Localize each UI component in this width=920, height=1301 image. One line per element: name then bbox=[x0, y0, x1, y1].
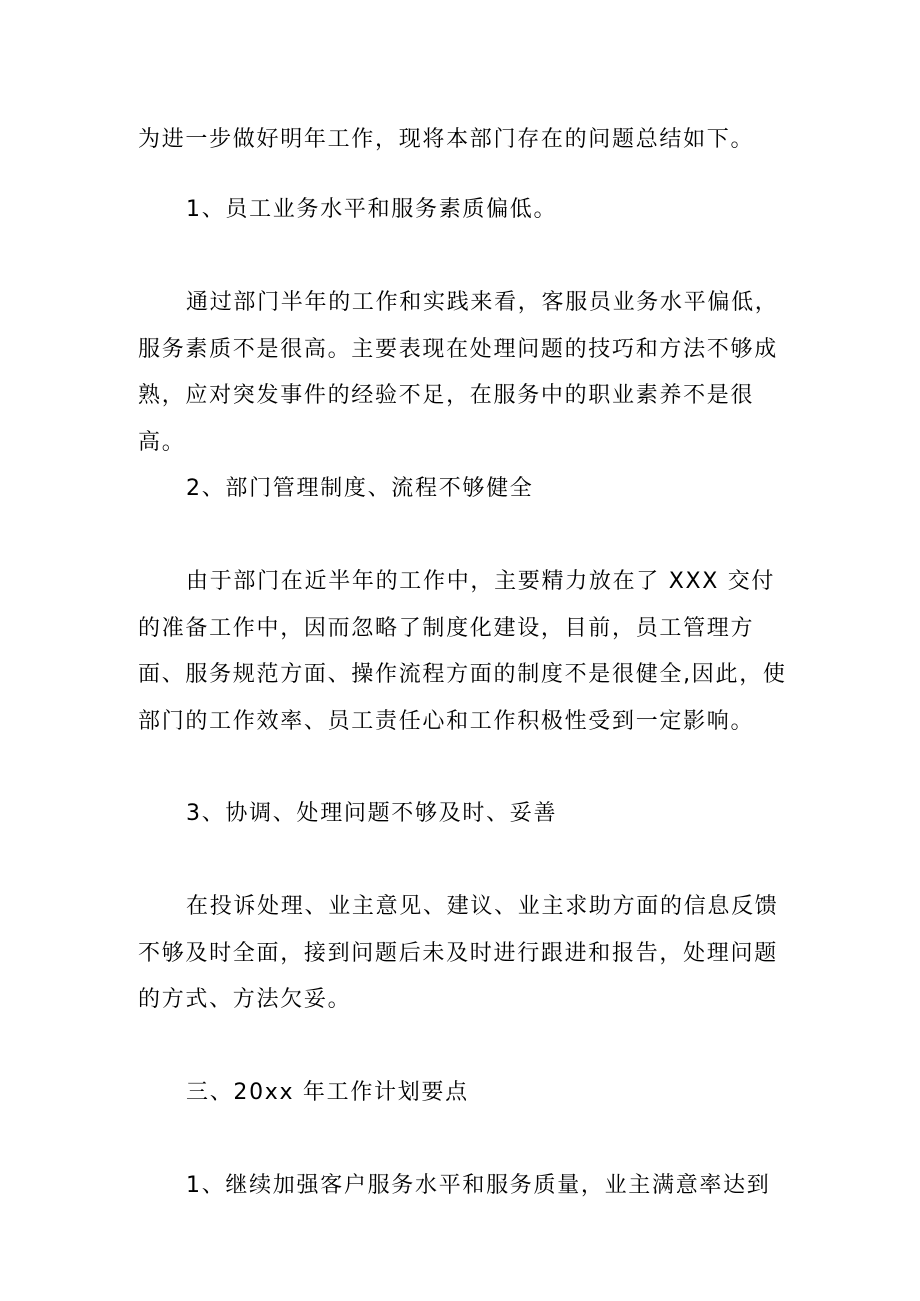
issue-body-2: 由于部门在近半年的工作中，主要精力放在了 XXX 交付的准备工作中，因而忽略了制度化建设，目前，员工管理方面、服务规范方面、操作流程方面的制度不是很健全,因此，使部门的工作效率、员工责任心和工作积极性受到一定影响。 bbox=[138, 569, 787, 734]
issue-heading-3: 3、协调、处理问题不够及时、妥善 bbox=[186, 801, 558, 826]
plan-item-1: 1、继续加强客户服务水平和服务质量，业主满意率达到 bbox=[186, 1173, 771, 1198]
intro-paragraph: 为进一步做好明年工作，现将本部门存在的问题总结如下。 bbox=[138, 127, 755, 152]
issue-body-3: 在投诉处理、业主意见、建议、业主求助方面的信息反馈不够及时全面，接到问题后未及时进行跟进和报告，处理问题的方式、方法欠妥。 bbox=[138, 894, 779, 1012]
issue-body-1: 通过部门半年的工作和实践来看，客服员业务水平偏低，服务素质不是很高。主要表现在处理问题的技巧和方法不够成熟，应对突发事件的经验不足，在服务中的职业素养不是很高。 bbox=[138, 290, 779, 455]
section-heading-plan: 三、20xx 年工作计划要点 bbox=[186, 1080, 469, 1105]
issue-heading-2: 2、部门管理制度、流程不够健全 bbox=[186, 476, 534, 501]
issue-heading-1: 1、员工业务水平和服务素质偏低。 bbox=[186, 197, 558, 222]
